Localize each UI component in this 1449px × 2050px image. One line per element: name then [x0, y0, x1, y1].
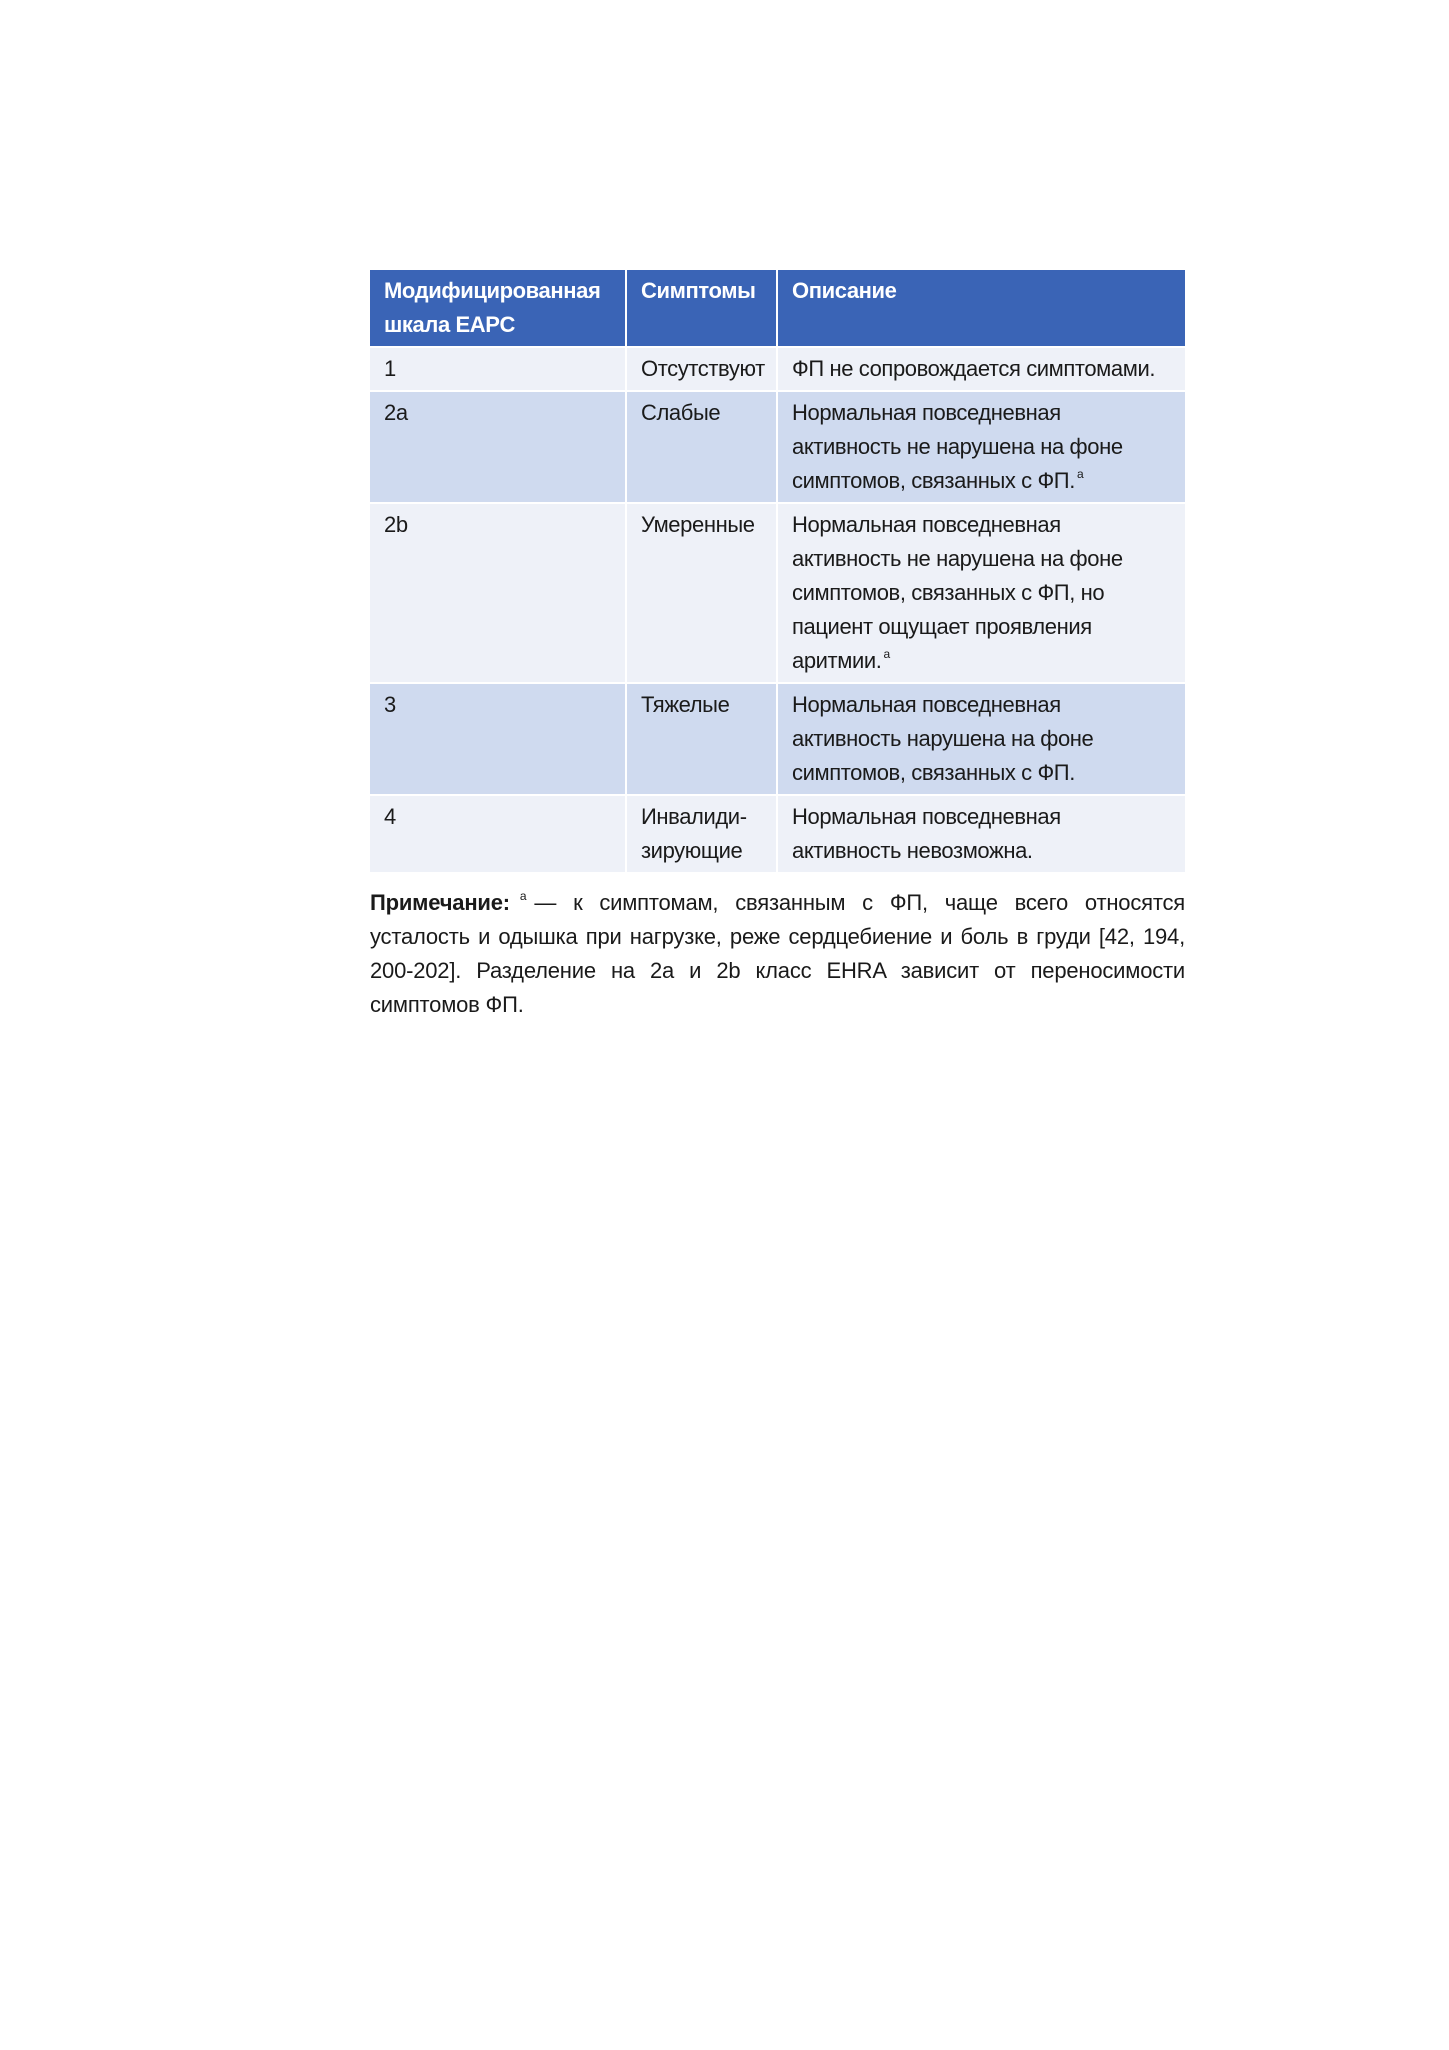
description-text: ФП не сопровождается симптомами.: [792, 356, 1156, 381]
ehra-scale-table: [370, 270, 1185, 872]
cell-symptoms: Тяжелые: [626, 683, 777, 795]
footnote-marker: а: [1076, 467, 1084, 481]
footnote-marker: а: [519, 889, 527, 903]
cell-description: [777, 503, 1185, 683]
note-label: Примечание:: [370, 890, 510, 915]
cell-description: [777, 391, 1185, 503]
cell-symptoms: Инвалиди-зирующие: [626, 795, 777, 872]
note-text: — к симптомам, связанным с ФП, чаще всего относятся усталость и одышка при нагрузке, реже сердцебиение и боль в груди [42, 194, 200-202]. Разделение на 2a и 2b класс EHRA зависит от переносимости симптомов ФП.: [370, 890, 1185, 1017]
table-row: [370, 391, 1185, 503]
table-row: [370, 347, 1185, 391]
header-scale: Модифицированная шкала EAPC: [370, 270, 626, 347]
cell-symptoms: Отсутствуют: [626, 347, 777, 391]
description-text: Нормальная повседневная активность не нарушена на фоне симптомов, связанных с ФП.: [792, 400, 1123, 493]
cell-description: [777, 683, 1185, 795]
header-description: Описание: [777, 270, 1185, 347]
cell-symptoms: Слабые: [626, 391, 777, 503]
cell-class: 1: [370, 347, 626, 391]
table-row: [370, 795, 1185, 872]
cell-class: 2b: [370, 503, 626, 683]
description-text: Нормальная повседневная активность не нарушена на фоне симптомов, связанных с ФП, но пациент ощущает проявления аритмии.: [792, 512, 1123, 673]
cell-description: [777, 795, 1185, 872]
cell-description: [777, 347, 1185, 391]
document-content: [370, 270, 1185, 1044]
header-symptoms: Симптомы: [626, 270, 777, 347]
footnote-marker: а: [883, 647, 890, 661]
cell-class: 4: [370, 795, 626, 872]
cell-symptoms: Умеренные: [626, 503, 777, 683]
table-row: [370, 503, 1185, 683]
description-text: Нормальная повседневная активность нарушена на фоне симптомов, связанных с ФП.: [792, 692, 1094, 785]
cell-class: 3: [370, 683, 626, 795]
table-header-row: [370, 270, 1185, 347]
table-note: [370, 886, 1185, 1022]
cell-class: 2a: [370, 391, 626, 503]
description-text: Нормальная повседневная активность невозможна.: [792, 804, 1061, 863]
table-row: [370, 683, 1185, 795]
